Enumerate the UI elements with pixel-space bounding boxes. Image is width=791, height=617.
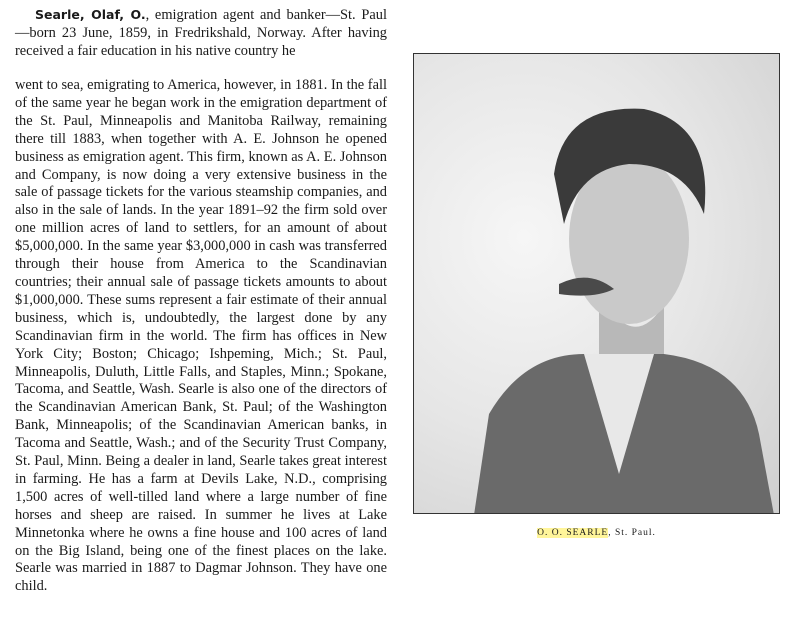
entry-name: Searle, Olaf, O.: [35, 7, 146, 22]
portrait-caption: [413, 528, 780, 538]
caption-place: , St. Paul.: [608, 528, 656, 538]
portrait-figure: [414, 54, 780, 514]
entry-intro-text: , emigration agent and banker—St. Paul —born 23 June, 1859, in Fredrikshald, Norway. After having received a fair education in his native country he: [15, 7, 387, 59]
caption-name: O. O. SEARLE: [537, 528, 609, 538]
entry-body: [15, 77, 387, 596]
entry-body-text: went to sea, emigrating to America, however, in 1881. In the fall of the same year he began work in the emigration department of the St. Paul, Minneapolis and Manitoba Railway, remaining there till 1883, when together with A. E. Johnson he opened business as emigration agent. This firm, known as A. E. Johnson and Company, is now doing a very extensive business in the sale of passage tickets for the various steamship companies, and also in the sale of lands. In the year 1891–92 the firm sold over one million acres of land to settlers, for an amount of about $5,000,000. In the same year $3,000,000 in cash was transferred through their house from America to the Scandinavian countries; their annual sale of passage tickets amounts to about $1,000,000. These sums represent a fair estimate of their annual business, which is, undoubtedly, the largest done by any Scandinavian firm in the world. The firm has offices in New York City; Boston; Chicago; Ishpeming, Mich.; St. Paul, Minneapolis, Duluth, Little Falls, and Staples, Minn.; Spokane, Tacoma, and Seattle, Wash. Searle is also one of the directors of the Scandinavian American Bank, St. Paul; of the Washington Bank, Minneapolis; of the Scandinavian American banks, in Tacoma and Seattle, Wash.; and of the Security Trust Company, St. Paul, Minn. Being a dealer in land, Searle takes great interest in farming. He has a farm at Devils Lake, N.D., comprising 1,500 acres of well-tilled land where a large number of fine horses and sheep are raised. In summer he lives at Lake Minnetonka where he owns a fine house and 100 acres of land on the Big Island, being one of the finest places on the lake. Searle was married in 1887 to Dagmar Johnson. They have one child.: [15, 77, 387, 595]
portrait-photo: [413, 53, 780, 514]
entry-intro: [15, 6, 387, 61]
